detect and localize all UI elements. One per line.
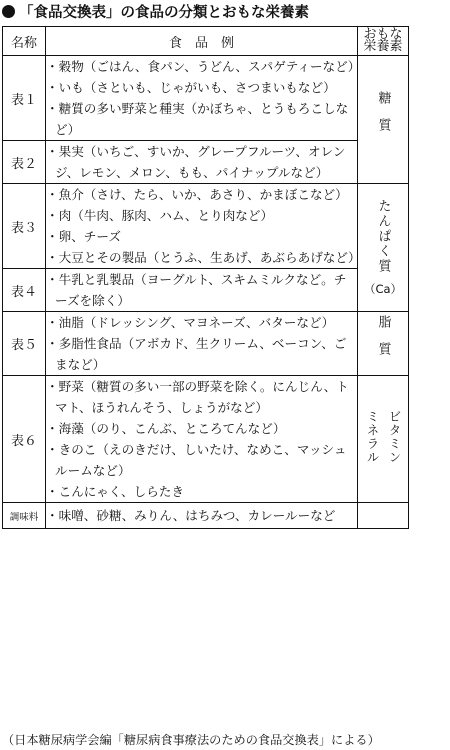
row-name: 表５	[3, 312, 46, 376]
list-item: ・糖質の多い野菜と種実（かぼちゃ、とうもろこしなど）	[46, 101, 349, 137]
row-items	[46, 376, 358, 503]
list-item: ・肉（牛肉、豚肉、ハム、とり肉など）	[46, 208, 274, 223]
row-items	[46, 56, 361, 141]
nutrient-mineral: ミネラル	[365, 410, 380, 464]
nutrient-empty	[358, 503, 409, 529]
food-classification-table	[2, 26, 409, 529]
list-item: ・味噌、砂糖、みりん、はちみつ、カレールーなど	[46, 508, 336, 523]
table-row-seasoning	[3, 503, 409, 529]
row-items	[46, 141, 358, 184]
nutrient-vitamin: ビタミン	[387, 410, 402, 464]
row-items	[46, 269, 358, 312]
table-row-4	[3, 269, 409, 312]
list-item: ・大豆とその製品（とうふ、生あげ、あぶらあげなど）	[46, 250, 361, 265]
header-name: 名称	[3, 27, 46, 56]
list-item: ・穀物（ごはん、食パン、うどん、スパゲティーなど）	[46, 59, 361, 74]
header-food: 食 品 例	[46, 27, 358, 56]
list-item: ・海藻（のり、こんぶ、ところてんなど）	[46, 421, 286, 436]
list-item: ・魚介（さけ、たら、いか、あさり、かまぼこなど）	[46, 187, 348, 202]
row-items	[46, 503, 358, 529]
header-nutrient: おもな 栄養素	[358, 27, 409, 56]
nutrient-protein: たんぱく質 （Ca）	[358, 184, 409, 312]
list-item: ・こんにゃく、しらたき	[46, 484, 185, 499]
list-item: ・卵、チーズ	[46, 229, 121, 244]
row-items	[46, 312, 358, 376]
table-row-2	[3, 141, 409, 184]
header-row	[3, 27, 409, 56]
bullet-icon	[2, 5, 15, 18]
table-row-1	[3, 56, 409, 141]
list-item: ・果実（いちご、すいか、グレープフルーツ、オレンジ、レモン、メロン、もも、パイナップルなど）	[46, 144, 346, 180]
list-item: ・油脂（ドレッシング、マヨネーズ、バターなど）	[46, 315, 335, 330]
list-item: ・いも（さといも、じゃがいも、さつまいもなど）	[46, 80, 336, 95]
row-name: 調味料	[3, 503, 46, 529]
row-name: 表２	[3, 141, 46, 184]
row-name: 表３	[3, 184, 46, 269]
row-items	[46, 184, 361, 269]
source-note: （日本糖尿病学会編「糖尿病食事療法のための食品交換表」による）	[2, 733, 380, 747]
nutrient-vitamin-mineral	[358, 376, 409, 503]
nutrient-fat: 脂質	[358, 312, 409, 376]
row-name: 表４	[3, 269, 46, 312]
page-title	[2, 2, 448, 24]
row-name: 表１	[3, 56, 46, 141]
title-text: 「食品交換表」の食品の分類とおもな栄養素	[19, 5, 309, 21]
table-row-6	[3, 376, 409, 503]
table-row-5	[3, 312, 409, 376]
list-item: ・野菜（糖質の多い一部の野菜を除く。にんじん、トマト、ほうれんそう、しょうがなど）	[46, 379, 349, 415]
nutrient-calcium: （Ca）	[363, 281, 403, 296]
row-name: 表６	[3, 376, 46, 503]
list-item: ・牛乳と乳製品（ヨーグルト、スキムミルクなど。チーズを除く）	[46, 272, 347, 308]
nutrient-carb: 糖質	[358, 56, 409, 184]
list-item: ・多脂性食品（アボカド、生クリーム、ベーコン、ごまなど）	[46, 336, 347, 372]
list-item: ・きのこ（えのきだけ、しいたけ、なめこ、マッシュルームなど）	[46, 442, 347, 478]
table-row-3	[3, 184, 409, 269]
